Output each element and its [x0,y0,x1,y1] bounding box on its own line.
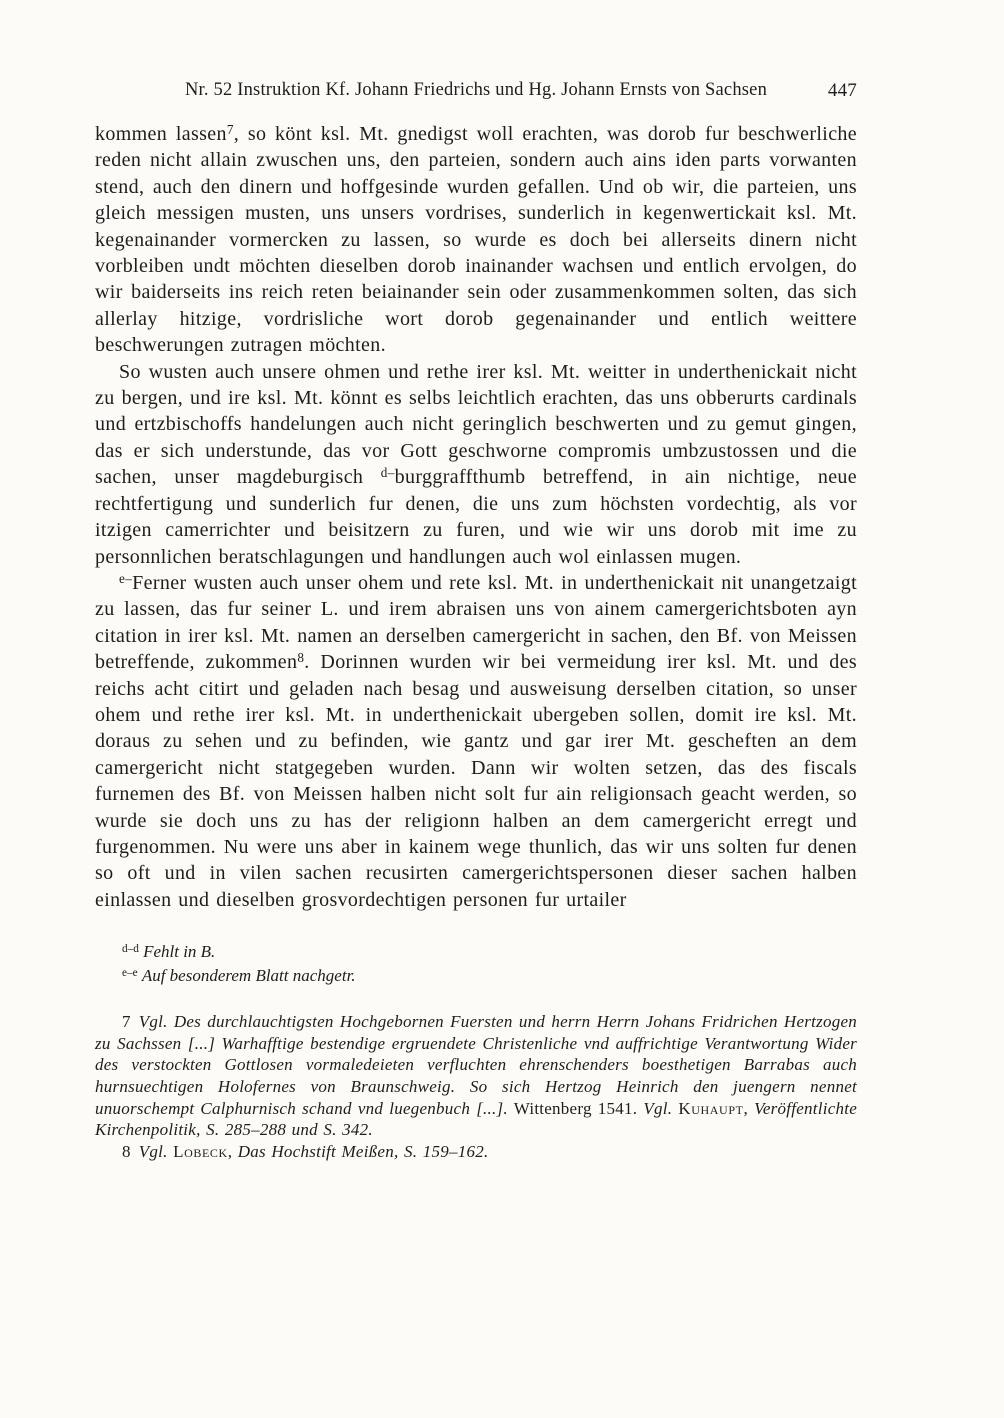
footnote-text: Vgl. Des durchlauchtigsten Hochgebornen Fuersten und herrn Herrn Johans Fridrichen Hertzogen zu Sachssen [...] Warhafftige bestendige ergruendete Christenliche vnd auffrichtige Verantwortung Wider des verstockten Gottlosen vormaledeieten verfluchten ehrenschenders boesthetigen Barrabas auch hurnsuechtigen Holofernes von Braunschweig. So sich Hertzog Heinrich den juengern nennet unuorschempt Calphurnisch schand vnd luegenbuch [...]. Wittenberg 1541. Vgl. Kuhaupt, Veröffentlichte Kirchenpolitik, S. 285–288 und S. 342. [95,1012,858,1140]
running-head-title: Nr. 52 Instruktion Kf. Johann Friedrichs und Hg. Johann Ernsts von Sachsen [184,80,768,100]
apparatus-text: Auf besonderem Blatt nachgetr. [141,966,356,986]
footnote-text: Vgl. Lobeck, Das Hochstift Meißen, S. 159–162. [138,1141,489,1161]
apparatus-sigla: e–e [122,966,138,979]
body-paragraph-2: So wusten auch unsere ohmen und rethe irer ksl. Mt. weitter in underthenickait nicht zu bergen, und ire ksl. Mt. könnt es selbs leichtlich erachten, das uns obberurts cardinals und ertzbischoffs handelungen auch nicht geringlich beschwerten und zu gemut gingen, das er sich understunde, das vor Gott geschworne compromis umbzustossen und die sachen, unser magdeburgisch $^{d-}$burggraffthumb betreffend, in ain nichtige, neue rechtfertigung und sunderlich fur denen, die uns zum höchsten vordechtig, als vor itzigen camerrichter und beisitzern zu furen, und wie wir uns dorob mit ime zu personnlichen beratschlagungen und handlungen auch wol einlassen mugen. [95,360,857,568]
apparatus-text: Fehlt in B. [143,942,216,962]
footnote-number: 8 [122,1141,131,1161]
text-column [95,80,857,1162]
apparatus-note-e [95,964,857,988]
body-paragraph-3: $^{e-}$Ferner wusten auch unser ohem und rete ksl. Mt. in underthenickait nit unangetzaigt zu lassen, das fur seiner L. und irem abraisen uns von ainem camergerichtsboten ayn citation in irer ksl. Mt. namen an derselben camergericht in sachen, den Bf. von Meissen betreffende, zukommen$^8$. Dorinnen wurden wir bei vermeidung irer ksl. Mt. und des reichs acht citirt und geladen nach besag und ausweisung derselben citation, so unser ohem und rethe irer ksl. Mt. in underthenickait ubergeben sollen, domit ire ksl. Mt. doraus zu sehen und zu befinden, wie gantz und gar irer Mt. gescheften an dem camergericht nicht statgegeben wurden. Dann wir wolten setzen, das des fiscals furnemen des Bf. von Meissen halben nicht solt fur ain religionsach geacht werden, so wurde sie doch uns zu has der religionn halben an dem camergericht erregt und furgenommen. Nu were uns aber in kainem wege thunlich, das wir uns solten fur denen so oft und in vilen sachen recusirten camergerichtspersonen dieser sachen halben einlassen und dieselben grosvordechtigen personen fur urtailer [95,570,857,911]
footnote-8 [95,1141,857,1163]
apparatus-note-d [95,940,857,964]
footnotes [95,1011,857,1162]
footnote-number: 7 [122,1012,131,1032]
page-number: 447 [827,80,857,101]
body-paragraph-1: kommen lassen$^7$, so könt ksl. Mt. gnedigst woll erachten, was dorob fur beschwerliche reden nicht allain zwuschen uns, den parteien, sondern auch ains iden parts vorwanten stend, auch den dinern und hoffgesinde wurden gefallen. Und ob wir, die parteien, uns gleich messigen musten, uns unsers vordrises, sunderlich in kegenwertickait ksl. Mt. kegenainander vormercken zu lassen, so wurde es doch bei allerseits dinern nicht vorbleiben undt möchten dieselben dorob inainander wachsen und entlich ervolgen, do wir baiderseits ins reich reten beiainander sein oder zusammenkommen solten, das sich allerlay hitzige, vordrisliche wort dorob gegenainander und entlich weittere beschwerungen zutragen möchten. [95,121,858,357]
running-head [95,80,857,106]
footnote-7 [95,1011,857,1141]
document-body [95,121,857,913]
critical-apparatus [95,940,857,988]
apparatus-sigla: d–d [122,942,139,955]
